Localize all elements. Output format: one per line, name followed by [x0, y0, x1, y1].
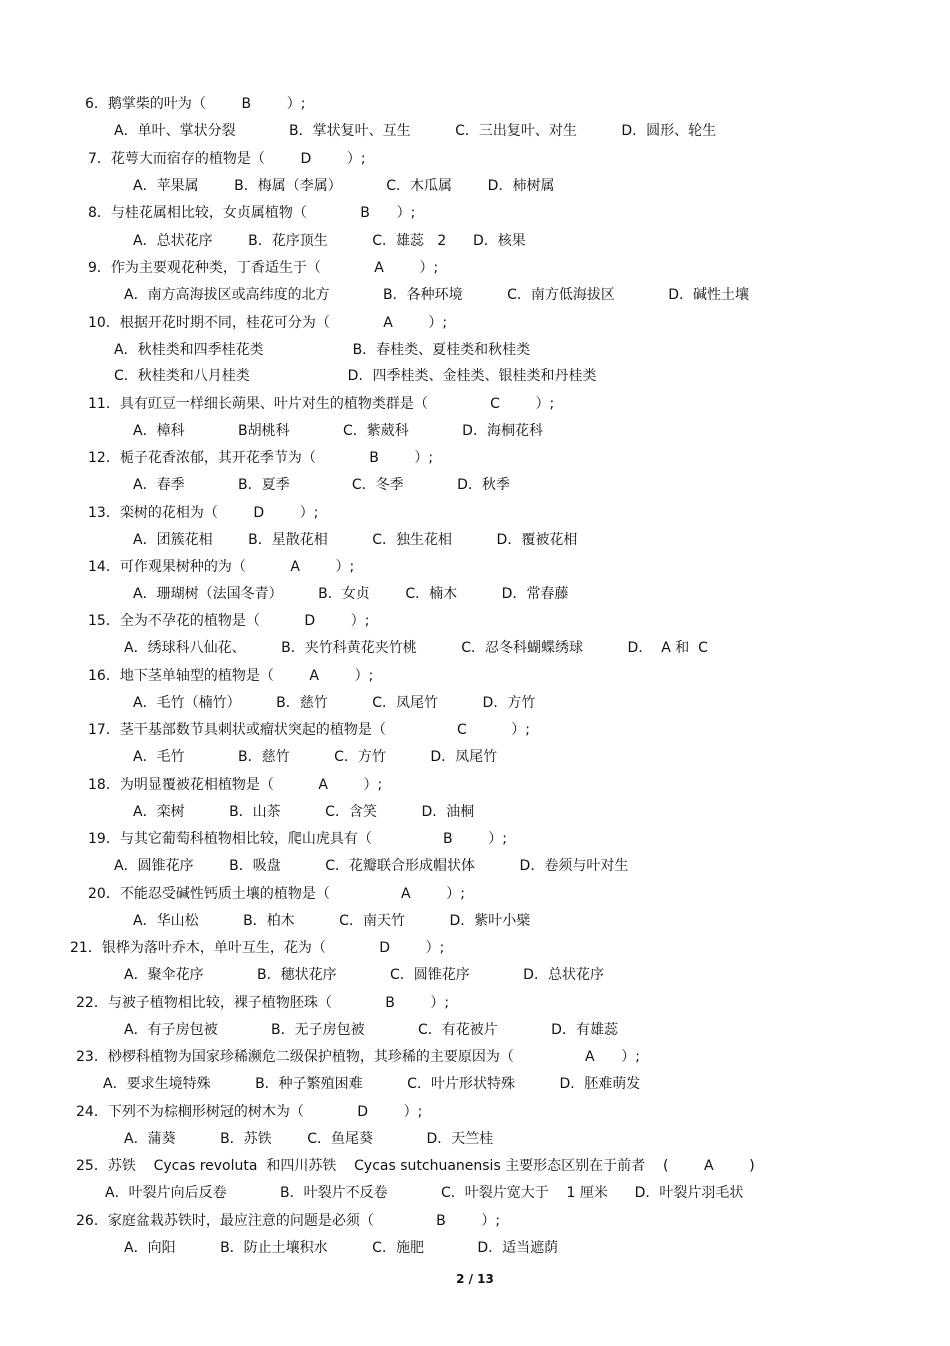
options-24: A．蒲葵 B．苏铁 C．鱼尾葵 D．天竺桂	[124, 1131, 494, 1147]
options-18: A．栾树 B．山茶 C．含笑 D．油桐	[133, 804, 475, 820]
question-11: 11．具有豇豆一样细长蒴果、叶片对生的植物类群是（ C ）;	[88, 396, 555, 412]
question-16: 16．地下茎单轴型的植物是（ A ）;	[88, 668, 374, 684]
question-22: 22．与被子植物相比较，裸子植物胚珠（ B ）;	[76, 995, 450, 1011]
options-20: A．华山松 B．柏木 C．南天竹 D．紫叶小檗	[133, 913, 531, 929]
question-25: 25．苏铁 Cycas revoluta 和四川苏铁 Cycas sutchuanensis 主要形态区别在于前者 ( A )	[76, 1158, 755, 1174]
options-26: A．向阳 B．防止土壤积水 C．施肥 D．适当遮荫	[124, 1240, 559, 1256]
options-9: A．南方高海拔区或高纬度的北方 B．各种环境 C．南方低海拔区 D．碱性土壤	[124, 287, 750, 303]
question-13: 13．栾树的花相为（ D ）;	[88, 505, 319, 521]
options-19: A．圆锥花序 B．吸盘 C．花瓣联合形成帽状体 D．卷须与叶对生	[114, 858, 629, 874]
options-7: A．苹果属 B．梅属（李属） C．木瓜属 D．柿树属	[133, 178, 555, 194]
options-15: A．绣球科八仙花、 B．夹竹科黄花夹竹桃 C．忍冬科蝴蝶绣球 D． A 和 C	[124, 640, 708, 656]
question-8: 8．与桂花属相比较，女贞属植物（ B ）;	[88, 205, 416, 221]
question-19: 19．与其它葡萄科植物相比较，爬山虎具有（ B ）;	[88, 831, 507, 847]
question-14: 14．可作观果树种的为（ A ）;	[88, 559, 355, 575]
options-23: A．要求生境特殊 B．种子繁殖困难 C．叶片形状特殊 D．胚难萌发	[103, 1076, 641, 1092]
options-10a: A．秋桂类和四季桂花类 B．春桂类、夏桂类和秋桂类	[114, 342, 531, 358]
options-12: A．春季 B．夏季 C．冬季 D．秋季	[133, 477, 510, 493]
question-15: 15．全为不孕花的植物是（ D ）;	[88, 613, 370, 629]
options-17: A．毛竹 B．慈竹 C．方竹 D．凤尾竹	[133, 749, 498, 765]
options-6: A．单叶、掌状分裂 B．掌状复叶、互生 C．三出复叶、对生 D．圆形、轮生	[114, 123, 717, 139]
options-16: A．毛竹（楠竹） B．慈竹 C．凤尾竹 D．方竹	[133, 695, 536, 711]
question-21: 21．银桦为落叶乔木，单叶互生，花为（ D ）;	[70, 940, 445, 956]
question-9: 9．作为主要观花种类，丁香适生于（ A ）;	[88, 260, 439, 276]
question-24: 24．下列不为棕榈形树冠的树木为（ D ）;	[76, 1104, 423, 1120]
question-10: 10．根据开花时期不同，桂花可分为（ A ）;	[88, 315, 448, 331]
options-13: A．团簇花相 B．星散花相 C．独生花相 D．覆被花相	[133, 532, 578, 548]
question-23: 23．桫椤科植物为国家珍稀濒危二级保护植物，其珍稀的主要原因为（ A ）;	[76, 1049, 641, 1065]
question-12: 12．栀子花香浓郁，其开花季节为（ B ）;	[88, 450, 434, 466]
options-14: A．珊瑚树（法国冬青） B．女贞 C．楠木 D．常春藤	[133, 586, 569, 602]
question-18: 18．为明显覆被花相植物是（ A ）;	[88, 777, 383, 793]
options-10b: C．秋桂类和八月桂类 D．四季桂类、金桂类、银桂类和丹桂类	[114, 368, 597, 384]
options-25: A．叶裂片向后反卷 B．叶裂片不反卷 C．叶裂片宽大于 1 厘米 D．叶裂片羽毛状	[105, 1185, 744, 1201]
options-11: A．樟科 B胡桃科 C．紫葳科 D．海桐花科	[133, 423, 543, 439]
question-6: 6．鹅掌柴的叶为（ B ）;	[85, 96, 306, 112]
options-8: A．总状花序 B．花序顶生 C．雄蕊 2 D．核果	[133, 233, 526, 249]
options-22: A．有子房包被 B．无子房包被 C．有花被片 D．有雄蕊	[124, 1022, 618, 1038]
page-number: 2 / 13	[456, 1272, 494, 1286]
question-17: 17．茎干基部数节具刺状或瘤状突起的植物是（ C ）;	[88, 722, 531, 738]
question-26: 26．家庭盆栽苏铁时，最应注意的问题是必须（ B ）;	[76, 1213, 501, 1229]
question-7: 7．花萼大而宿存的植物是（ D ）;	[88, 151, 366, 167]
question-20: 20．不能忍受碱性钙质土壤的植物是（ A ）;	[88, 886, 465, 902]
options-21: A．聚伞花序 B．穗状花序 C．圆锥花序 D．总状花序	[124, 967, 604, 983]
